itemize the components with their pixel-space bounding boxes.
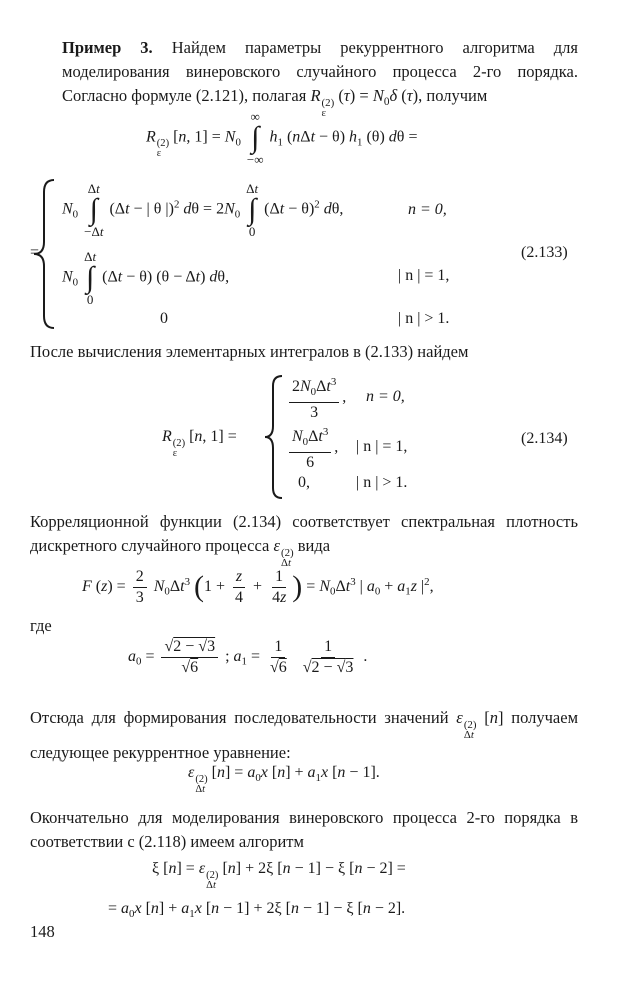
equation-number-2-133: (2.133): [521, 244, 568, 261]
eq134-condition-abs-n-eq-1: | n | = 1,: [356, 438, 408, 455]
condition-abs-n-eq-1: | n | = 1,: [398, 267, 450, 284]
page-number: 148: [30, 922, 55, 941]
equation-algorithm-line-1: ξ [n] = ε (2) Δt [n] + 2ξ [n − 1] − ξ [n − 2] =: [152, 860, 406, 891]
equation-2-134-case-3: 0,: [298, 474, 310, 491]
paragraph-2: После вычисления элементарных интегралов в (2.133) найдем: [30, 342, 469, 361]
equals-sign-left: =: [30, 244, 40, 261]
paragraph-5: Отсюда для формирования последовательности значений ε (2) Δt [n] получаем следующее рекуррентное уравнение:: [30, 708, 579, 762]
equation-algorithm-line-2: = $a_0x$ $[n] + a_1x$ [n − 1] + 2ξ [n − 1] − ξ [n − 2].: [108, 900, 406, 920]
equation-recurrent: ε (2) Δt $[n] = a_0x$ $[n] + a_1x$ [n − 1].: [188, 764, 380, 795]
equation-coefficients: $a_0$ = $\frac{√2 - √3}{√6}$ ; $a_1$ = $\frac{1}{√6}$ $\frac{1}{√2 - √3}$ .: [128, 638, 368, 676]
equation-2-133-case-1: $N_0$ Δt ∫ −Δt (Δt − | θ |)$^2$ $d\theta = 2N_0$ Δt ∫ 0 $(\Delta t - \theta)^2$ dθ,: [62, 181, 344, 239]
word-where: где: [30, 616, 52, 635]
equation-number-2-134: (2.134): [521, 430, 568, 447]
paragraph-1-text: Найдем параметры рекуррентного алгоритма для моделирования винеровского случайного процесса 2-го порядка. Согласно формуле (2.121), полагая R (2) ε $(\tau) = N_0\delta$ (τ), получим: [62, 38, 578, 120]
eq134-condition-abs-n-gt-1: | n | > 1.: [356, 474, 408, 491]
equation-2-134-lhs: R (2) ε [n, 1] =: [162, 428, 237, 459]
eq134-condition-n-eq-0: n = 0,: [366, 388, 405, 405]
paragraph-3: Корреляционной функции (2.134) соответствует спектральная плотность дискретного случайного процесса ε (2) Δt вида: [30, 512, 578, 570]
equation-2-133-case-2: $N_0$ Δt ∫ 0 (Δt − θ) (θ − Δt) dθ,: [62, 249, 230, 307]
equation-2-134-case-1: $\frac{2N_0\Delta t^3}{3}$ ,: [286, 374, 346, 422]
equation-spectral-density: F (z) = $\frac{2}{3}$ $N_0\Delta t^3$ (1 + $\frac{z}{4}$ + $\frac{1}{4z}$ ) = $N_0\Delta t^3$ | $a_0 + a_1z$ $|^2$,: [82, 568, 434, 606]
paragraph-6: Окончательно для моделирования винеровского процесса 2-го порядка в соответствии с (2.118) имеем алгоритм: [30, 808, 578, 851]
example-heading: Пример 3.: [62, 38, 153, 57]
equation-2-133-top: R (2) ε [n, $1] = N_0$ ∞ ∫ −∞ $h_1$ (nΔt − θ) $h_1$ (θ) dθ =: [146, 109, 418, 167]
condition-n-eq-0: n = 0,: [408, 201, 447, 218]
condition-abs-n-gt-1: | n | > 1.: [398, 310, 450, 327]
equation-2-133-case-3-value: 0: [160, 310, 168, 327]
paragraph-example-3: [62, 36, 578, 119]
cases-brace-2-134: [262, 374, 286, 500]
equation-2-134-case-2: $\frac{N_0\Delta t^3}{6}$ ,: [286, 424, 338, 472]
